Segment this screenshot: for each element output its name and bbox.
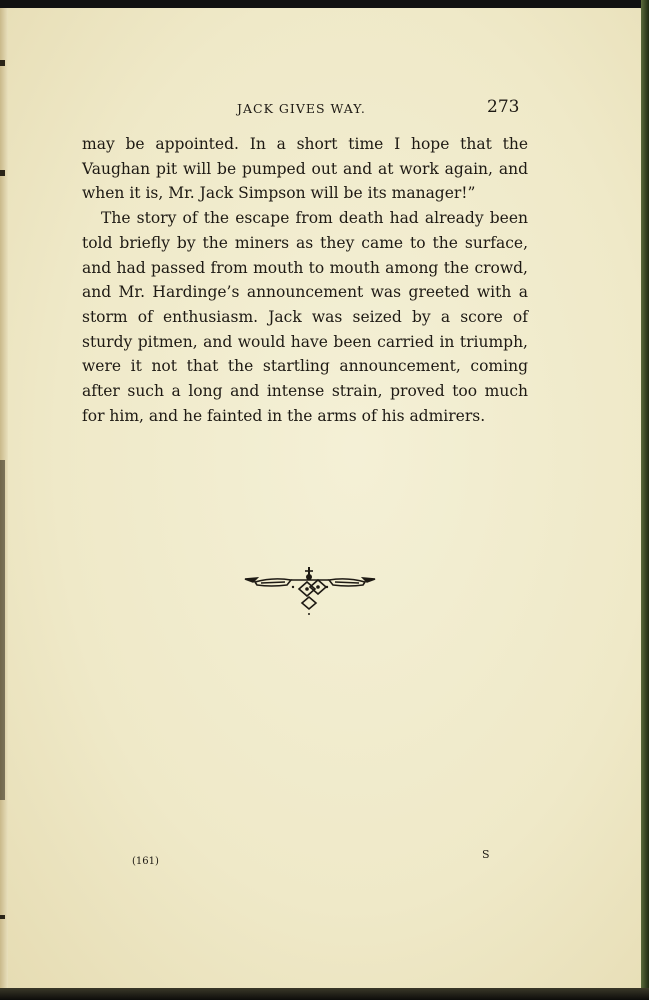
- book-cover-edge: [641, 0, 649, 1000]
- page-number: 273: [487, 97, 520, 117]
- body-text: [82, 132, 528, 428]
- paragraph-continuation: may be appointed. In a short time I hope that the Vaughan pit will be pumped out and at work again, and when it is, Mr. Jack Simpson will be its manager!”: [82, 135, 528, 203]
- binding-mark: [0, 60, 5, 66]
- running-title: JACK GIVES WAY.: [237, 101, 366, 116]
- binding-shadow: [0, 460, 5, 800]
- page-bottom-edge: [0, 988, 649, 1000]
- binding-mark: [0, 915, 5, 919]
- signature-letter: S: [482, 848, 490, 861]
- signature-number: (161): [132, 856, 159, 867]
- paragraph: The story of the escape from death had already been told briefly by the miners as they came to the surface, and had passed from mouth to mouth among the crowd, and Mr. Hardinge’s announcement was greeted with a storm of enthusiasm. Jack was seized by a score of sturdy pitmen, and would have been carried in triumph, were it not that the startling announcement, coming after such a long and intense strain, proved too much for him, and he fainted in the arms of his admirers.: [82, 209, 528, 425]
- binding-mark: [0, 170, 5, 176]
- ornament-tailpiece: [243, 565, 377, 617]
